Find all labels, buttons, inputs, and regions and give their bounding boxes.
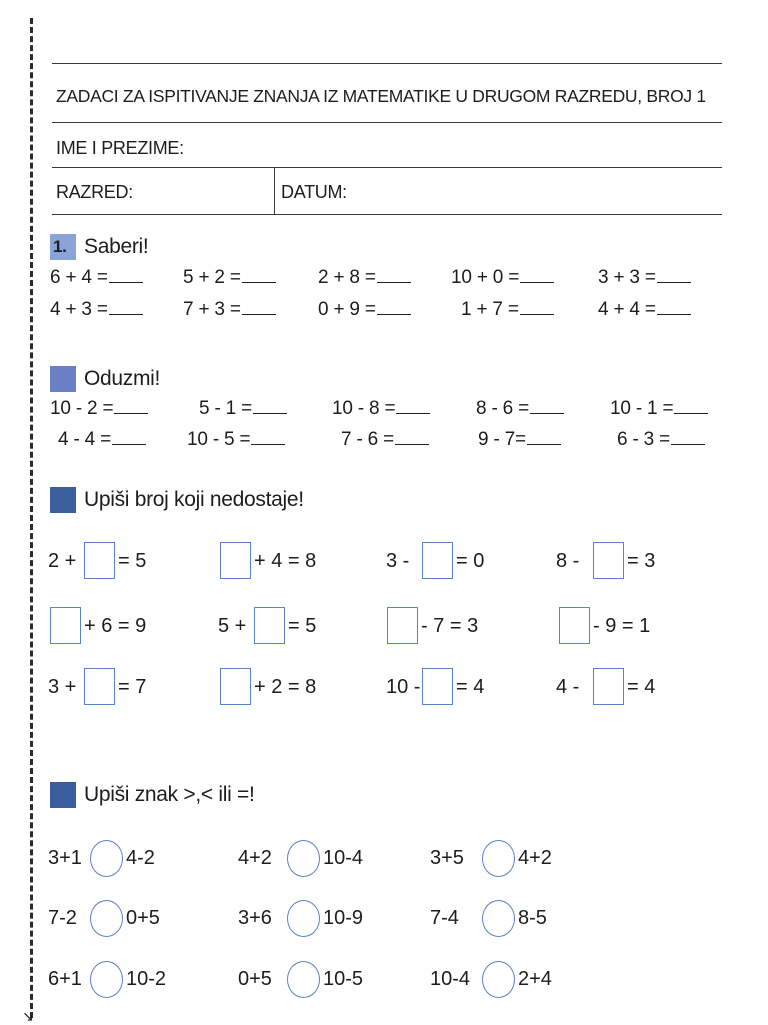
name-label: IME I PREZIME:: [56, 138, 184, 158]
section2-equation: [476, 398, 564, 420]
section4-right-expression: 8-5: [518, 907, 547, 929]
section2-equation-text: 10 - 5 =: [187, 429, 251, 450]
section3-right-side: = 7: [118, 676, 147, 698]
section4-right-expression: 0+5: [126, 907, 160, 929]
section1-equation-text: 1 + 7 =: [461, 299, 519, 320]
section2-label: Oduzmi!: [84, 367, 161, 390]
section4-left-expression: 4+2: [238, 847, 272, 869]
section1-equation-text: 3 + 3 =: [598, 267, 656, 288]
section3-answer-box[interactable]: [593, 542, 624, 579]
section3-right-side: - 7 = 3: [421, 615, 479, 637]
header-rule-2: [52, 167, 722, 168]
section4-sign-circle[interactable]: [287, 961, 320, 998]
section3-right-side: - 9 = 1: [593, 615, 651, 637]
section4-sign-circle[interactable]: [482, 840, 515, 877]
header-top-rule: [52, 63, 722, 64]
section3-right-side: = 5: [288, 615, 317, 637]
section1-equation: [50, 299, 143, 321]
section3-answer-box[interactable]: [422, 542, 453, 579]
section1-answer-blank[interactable]: [109, 280, 143, 283]
section3-answer-box[interactable]: [559, 607, 590, 644]
section4-sign-circle[interactable]: [90, 840, 123, 877]
section3-answer-box[interactable]: [593, 668, 624, 705]
section3-right-side: = 4: [627, 676, 656, 698]
section2-equation-text: 4 - 4 =: [58, 429, 111, 450]
section1-equation: [598, 267, 691, 289]
header-divider: [274, 167, 275, 215]
section4-label: Upiši znak >,< ili =!: [84, 783, 255, 806]
section1-answer-blank[interactable]: [242, 280, 276, 283]
cut-line: [30, 18, 33, 1018]
section1-equation: [183, 267, 276, 289]
section1-equation-text: 0 + 9 =: [318, 299, 376, 320]
section4-right-expression: 10-5: [323, 968, 364, 990]
section3-right-side: + 2 = 8: [254, 676, 317, 698]
section3-right-side: + 4 = 8: [254, 550, 317, 572]
section2-answer-blank[interactable]: [530, 411, 564, 414]
section3-left-operand: 10 -: [386, 676, 421, 698]
section1-equation-text: 5 + 2 =: [183, 267, 241, 288]
section4-left-expression: 0+5: [238, 968, 272, 990]
section4-sign-circle[interactable]: [482, 961, 515, 998]
section4-left-expression: 10-4: [430, 968, 471, 990]
section1-equation-text: 2 + 8 =: [318, 267, 376, 288]
section2-equation: [617, 429, 705, 451]
section1-answer-blank[interactable]: [657, 312, 691, 315]
section1-number: 1.: [50, 234, 76, 260]
section2-answer-blank[interactable]: [396, 411, 430, 414]
section2-answer-blank[interactable]: [251, 442, 285, 445]
section2-equation: [610, 398, 708, 420]
section4-right-expression: 4+2: [518, 847, 552, 869]
section3-left-operand: 2 +: [48, 550, 77, 572]
section2-answer-blank[interactable]: [114, 411, 148, 414]
section1-answer-blank[interactable]: [520, 280, 554, 283]
section2-equation-text: 10 - 2 =: [50, 398, 114, 419]
section3-left-operand: 8 -: [556, 550, 580, 572]
section1-equation-text: 7 + 3 =: [183, 299, 241, 320]
section1-equation: [461, 299, 554, 321]
section3-left-operand: 3 -: [386, 550, 410, 572]
section3-left-operand: 5 +: [218, 615, 247, 637]
section4-left-expression: 7-4: [430, 907, 459, 929]
section4-left-expression: 3+1: [48, 847, 82, 869]
section3-right-side: = 5: [118, 550, 147, 572]
section4-sign-circle[interactable]: [482, 900, 515, 937]
section2-equation-text: 9 - 7=: [478, 429, 526, 450]
section4-left-expression: 7-2: [48, 907, 77, 929]
section2-equation-text: 8 - 6 =: [476, 398, 529, 419]
section2-title: [50, 366, 160, 392]
section3-left-operand: 3 +: [48, 676, 77, 698]
corner-mark-icon: ↘: [22, 1008, 34, 1024]
section1-equation: [318, 299, 411, 321]
section4-sign-circle[interactable]: [287, 900, 320, 937]
section1-equation: [183, 299, 276, 321]
section2-equation: [478, 429, 561, 451]
section1-answer-blank[interactable]: [377, 312, 411, 315]
section1-answer-blank[interactable]: [109, 312, 143, 315]
section1-answer-blank[interactable]: [520, 312, 554, 315]
section4-sign-circle[interactable]: [90, 900, 123, 937]
section2-answer-blank[interactable]: [527, 442, 561, 445]
section1-equation: [318, 267, 411, 289]
section2-marker: [50, 366, 76, 392]
section3-marker: [50, 487, 76, 513]
section2-equation: [341, 429, 429, 451]
section3-right-side: = 0: [456, 550, 485, 572]
section3-answer-box[interactable]: [387, 607, 418, 644]
section2-equation: [187, 429, 285, 451]
header-rule-3: [52, 214, 722, 215]
section1-answer-blank[interactable]: [242, 312, 276, 315]
section2-answer-blank[interactable]: [395, 442, 429, 445]
section4-right-expression: 2+4: [518, 968, 552, 990]
section3-left-operand: 4 -: [556, 676, 580, 698]
worksheet-title: ZADACI ZA ISPITIVANJE ZNANJA IZ MATEMATIKE U DRUGOM RAZREDU, BROJ 1: [56, 86, 706, 106]
section4-right-expression: 10-2: [126, 968, 167, 990]
section4-left-expression: 6+1: [48, 968, 82, 990]
section3-answer-box[interactable]: [84, 542, 115, 579]
date-label: DATUM:: [281, 182, 347, 202]
header-rule-1: [52, 122, 722, 123]
section2-equation-text: 6 - 3 =: [617, 429, 670, 450]
section1-equation-text: 4 + 4 =: [598, 299, 656, 320]
section1-label: Saberi!: [84, 235, 149, 258]
section3-label: Upiši broj koji nedostaje!: [84, 488, 304, 511]
section1-equation: [50, 267, 143, 289]
section2-equation-text: 10 - 8 =: [332, 398, 396, 419]
section4-right-expression: 4-2: [126, 847, 155, 869]
section2-answer-blank[interactable]: [674, 411, 708, 414]
section1-equation: [451, 267, 554, 289]
section3-answer-box[interactable]: [422, 668, 453, 705]
section4-right-expression: 10-4: [323, 847, 364, 869]
class-label: RAZRED:: [56, 182, 133, 202]
section3-answer-box[interactable]: [220, 542, 251, 579]
section3-right-side: = 4: [456, 676, 485, 698]
section2-equation-text: 5 - 1 =: [199, 398, 252, 419]
section2-equation: [199, 398, 287, 420]
section1-equation: [598, 299, 691, 321]
section2-equation: [332, 398, 430, 420]
section3-right-side: = 3: [627, 550, 656, 572]
section2-equation: [58, 429, 146, 451]
section4-sign-circle[interactable]: [287, 840, 320, 877]
section3-answer-box[interactable]: [84, 668, 115, 705]
section2-equation-text: 10 - 1 =: [610, 398, 674, 419]
section3-answer-box[interactable]: [254, 607, 285, 644]
section4-right-expression: 10-9: [323, 907, 364, 929]
section2-equation: [50, 398, 148, 420]
section4-title: [50, 782, 255, 808]
section1-answer-blank[interactable]: [377, 280, 411, 283]
section1-answer-blank[interactable]: [657, 280, 691, 283]
section1-title: [50, 234, 148, 260]
section2-answer-blank[interactable]: [253, 411, 287, 414]
section2-answer-blank[interactable]: [671, 442, 705, 445]
section1-equation-text: 10 + 0 =: [451, 267, 520, 288]
section2-answer-blank[interactable]: [112, 442, 146, 445]
section4-marker: [50, 782, 76, 808]
section1-equation-text: 6 + 4 =: [50, 267, 108, 288]
section2-equation-text: 7 - 6 =: [341, 429, 394, 450]
section4-left-expression: 3+5: [430, 847, 464, 869]
section4-sign-circle[interactable]: [90, 961, 123, 998]
section1-equation-text: 4 + 3 =: [50, 299, 108, 320]
section3-answer-box[interactable]: [50, 607, 81, 644]
section4-left-expression: 3+6: [238, 907, 272, 929]
section3-answer-box[interactable]: [220, 668, 251, 705]
section3-right-side: + 6 = 9: [84, 615, 147, 637]
section3-title: [50, 487, 304, 513]
